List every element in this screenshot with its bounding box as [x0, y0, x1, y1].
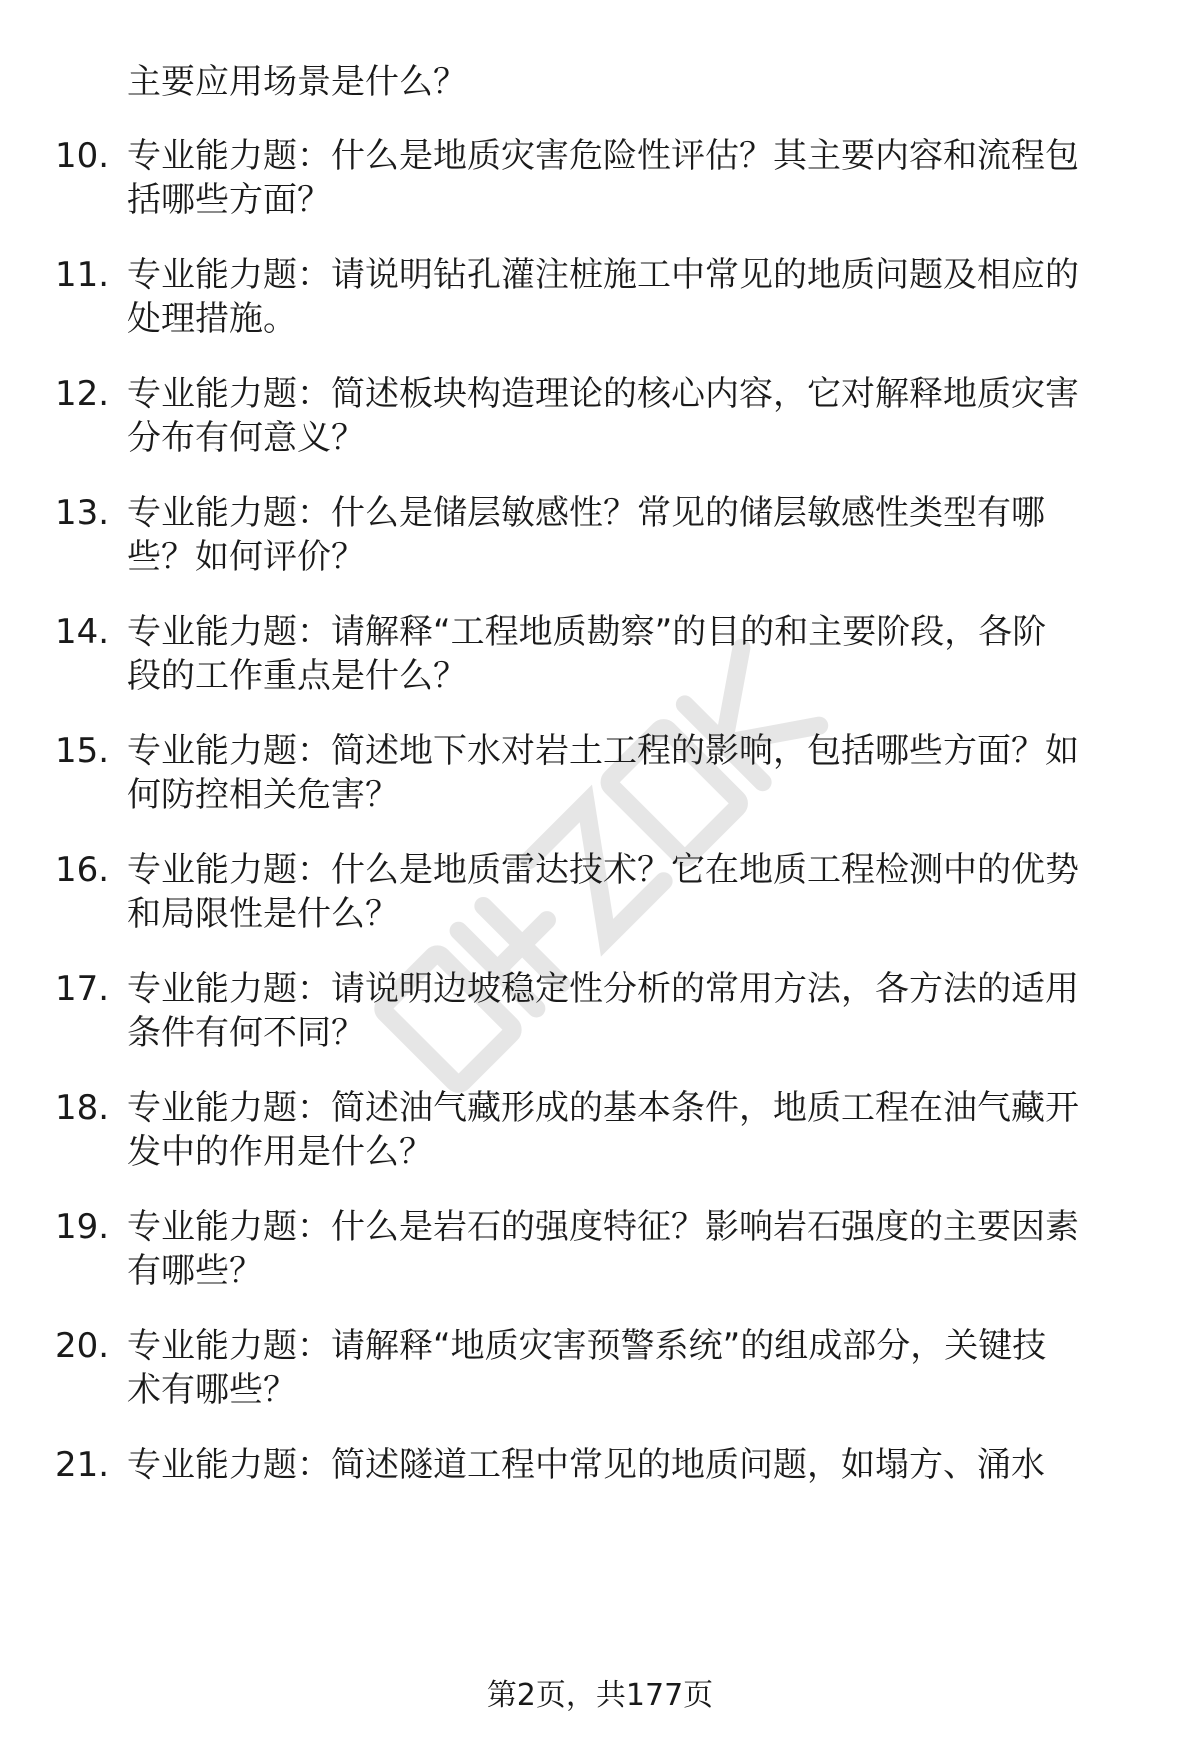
item-text-line2: 些？如何评价？: [127, 537, 365, 577]
item-number: 18.: [55, 1088, 110, 1128]
item-text-line2: 段的工作重点是什么？: [127, 656, 467, 696]
item-text-line1: 专业能力题：什么是储层敏感性？常见的储层敏感性类型有哪: [127, 493, 1045, 533]
item-text-line1: 专业能力题：什么是地质灾害危险性评估？其主要内容和流程包: [127, 136, 1079, 176]
item-number: 15.: [55, 731, 110, 771]
continued-question-text: 主要应用场景是什么？: [127, 62, 467, 102]
item-text-line2: 条件有何不同？: [127, 1013, 365, 1053]
item-text-line1: 专业能力题：简述隧道工程中常见的地质问题，如塌方、涌水: [127, 1445, 1045, 1485]
item-text-line1: 专业能力题：简述地下水对岩土工程的影响，包括哪些方面？如: [127, 731, 1079, 771]
item-text-line1: 专业能力题：请解释“地质灾害预警系统”的组成部分，关键技: [127, 1326, 1047, 1366]
item-text-line1: 专业能力题：请说明边坡稳定性分析的常用方法，各方法的适用: [127, 969, 1079, 1009]
item-text-line2: 和局限性是什么？: [127, 894, 399, 934]
item-text-line1: 专业能力题：请解释“工程地质勘察”的目的和主要阶段，各阶: [127, 612, 1047, 652]
item-text-line1: 专业能力题：简述油气藏形成的基本条件，地质工程在油气藏开: [127, 1088, 1079, 1128]
item-number: 17.: [55, 969, 110, 1009]
item-text-line2: 有哪些？: [127, 1251, 263, 1291]
item-number: 12.: [55, 374, 110, 414]
item-text-line2: 处理措施。: [127, 299, 297, 339]
item-number: 16.: [55, 850, 110, 890]
item-text-line2: 分布有何意义？: [127, 418, 365, 458]
item-number: 20.: [55, 1326, 110, 1366]
item-text-line1: 专业能力题：什么是地质雷达技术？它在地质工程检测中的优势: [127, 850, 1079, 890]
item-text-line1: 专业能力题：简述板块构造理论的核心内容，它对解释地质灾害: [127, 374, 1079, 414]
item-number: 14.: [55, 612, 110, 652]
item-number: 21.: [55, 1445, 110, 1485]
item-text-line2: 术有哪些？: [127, 1370, 297, 1410]
item-text-line1: 专业能力题：什么是岩石的强度特征？影响岩石强度的主要因素: [127, 1207, 1079, 1247]
item-text-line2: 发中的作用是什么？: [127, 1132, 433, 1172]
item-number: 11.: [55, 255, 110, 295]
item-number: 19.: [55, 1207, 110, 1247]
page-footer: 第2页，共177页: [486, 1678, 714, 1713]
item-number: 10.: [55, 136, 110, 176]
item-text-line2: 何防控相关危害？: [127, 775, 399, 815]
item-number: 13.: [55, 493, 110, 533]
item-text-line2: 括哪些方面？: [127, 180, 331, 220]
item-text-line1: 专业能力题：请说明钻孔灌注桩施工中常见的地质问题及相应的: [127, 255, 1079, 295]
